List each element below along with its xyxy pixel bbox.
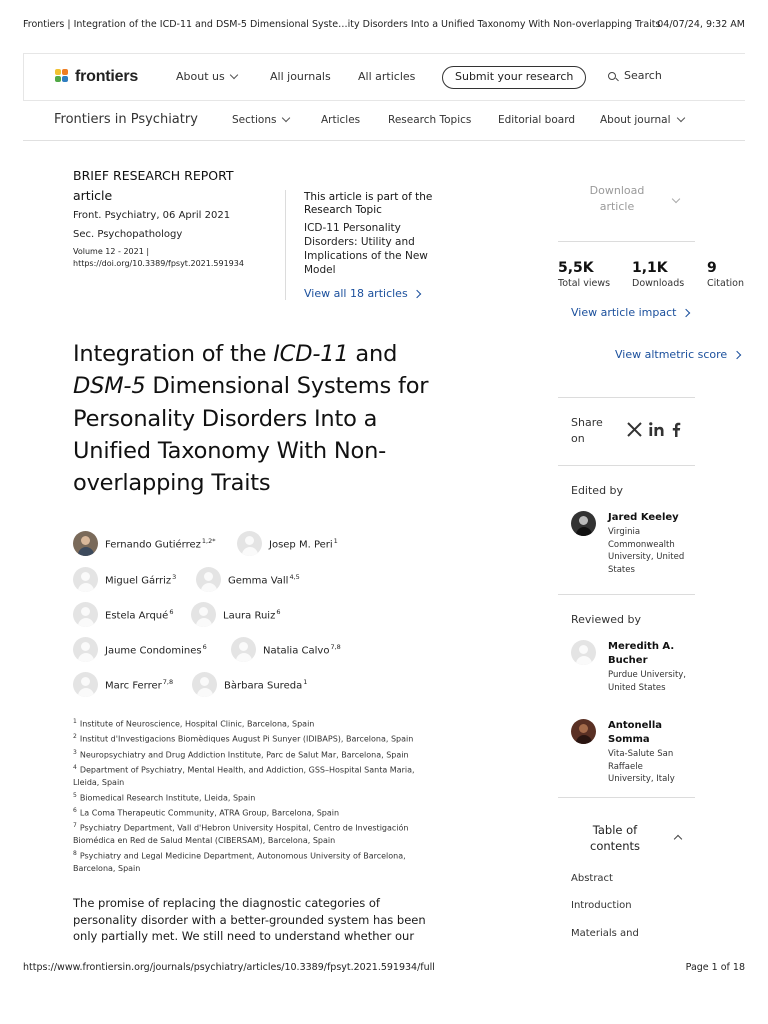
- reviewer-affiliation: Purdue University, United States: [608, 670, 687, 693]
- affiliation-text: Psychiatry and Legal Medicine Department, Autonomous University of Barcelona, Barcelona, Spain: [73, 851, 406, 874]
- reviewer-avatar: [571, 719, 596, 744]
- author-avatar: [73, 672, 98, 697]
- affiliations-list: [73, 716, 435, 876]
- author-affil-sup: 3: [172, 572, 177, 581]
- affiliation-text: La Coma Therapeutic Community, ATRA Group, Barcelona, Spain: [79, 808, 340, 818]
- journal-nav-articles[interactable]: [321, 114, 360, 126]
- affiliation-text: Biomedical Research Institute, Lleida, Spain: [79, 793, 256, 803]
- author-affil-sup: 7,8: [162, 677, 174, 686]
- author-affil-sup: 1: [333, 536, 338, 545]
- x-twitter-icon[interactable]: [626, 421, 643, 438]
- author-avatar: [73, 602, 98, 627]
- edited-by-heading: Edited by: [571, 484, 624, 497]
- research-topics-label: Research Topics: [388, 114, 472, 126]
- sidebar-divider: [558, 241, 695, 242]
- affiliation-number: 2: [73, 733, 77, 741]
- print-url: https://www.frontiersin.org/journals/psychiatry/articles/10.3389/fpsyt.2021.591934/full: [23, 962, 435, 973]
- affiliation-item: [73, 716, 435, 731]
- author-item[interactable]: [231, 637, 341, 662]
- journal-title[interactable]: Frontiers in Psychiatry: [54, 112, 198, 127]
- abstract-paragraph: The promise of replacing the diagnostic categories of personality disorder with a better-grounded system has been only partially met. We still need to understand whether our: [73, 896, 426, 943]
- search-label: Search: [624, 69, 662, 82]
- affiliation-number: 8: [73, 849, 77, 857]
- print-page-number: Page 1 of 18: [685, 962, 745, 973]
- nav-all-articles-label: All articles: [358, 70, 416, 83]
- toc-item-introduction[interactable]: Introduction: [571, 900, 632, 911]
- download-article-label: Download article: [589, 184, 645, 213]
- metric-value: 1,1K: [632, 260, 668, 276]
- about-journal-label: About journal: [600, 114, 671, 126]
- share-label: Share on: [571, 416, 603, 445]
- sidebar-divider: [558, 397, 695, 398]
- frontiers-logo-icon: [55, 69, 71, 85]
- author-affil-sup: 1,2*: [201, 536, 216, 545]
- affiliation-text: Psychiatry Department, Vall d'Hebron University Hospital, Centro de Investigación Biomédica en Red de Salud Mental (CIBERSAM), Barcelona, Spain: [73, 823, 409, 846]
- reviewer-name: Meredith A. Bucher: [608, 641, 675, 666]
- submit-research-button[interactable]: Submit your research: [442, 66, 586, 89]
- metric-label: Citation: [707, 278, 745, 289]
- title-part: Integration of the: [73, 341, 274, 367]
- title-italic: DSM-5: [73, 373, 146, 400]
- article-type-line2: article: [73, 188, 113, 203]
- author-name: [228, 573, 300, 586]
- affiliation-text: Neuropsychiatry and Drug Addiction Institute, Parc de Salut Mar, Barcelona, Spain: [79, 750, 409, 760]
- journal-date: Front. Psychiatry, 06 April 2021: [73, 210, 231, 221]
- author-name: [105, 678, 173, 691]
- author-name-text: Natalia Calvo: [263, 645, 330, 657]
- metric-value: 5,5K: [558, 260, 594, 276]
- author-affil-sup: 1: [303, 677, 308, 686]
- journal-nav-research-topics[interactable]: [388, 114, 471, 126]
- author-name-text: Gemma Vall: [228, 575, 289, 587]
- metric-downloads: [632, 260, 684, 289]
- chevron-down-icon: [282, 114, 290, 122]
- nav-about-us[interactable]: [176, 70, 237, 83]
- view-all-articles-link[interactable]: [304, 287, 420, 300]
- affiliation-text: Institute of Neuroscience, Hospital Clinic, Barcelona, Spain: [79, 719, 315, 729]
- author-name: [105, 573, 176, 586]
- article-type: [73, 166, 234, 206]
- author-name: [269, 537, 338, 550]
- author-item[interactable]: [73, 672, 173, 697]
- toc-item-materials[interactable]: Materials and: [571, 928, 639, 939]
- author-name-text: Marc Ferrer: [105, 680, 162, 692]
- affiliation-text: Department of Psychiatry, Mental Health, and Addiction, GSS–Hospital Santa Maria, Lleida, Spain: [73, 765, 415, 787]
- nav-all-articles[interactable]: [358, 70, 415, 83]
- affiliation-item: [73, 848, 435, 876]
- view-impact-label: View article impact: [571, 306, 677, 319]
- research-topic-name[interactable]: ICD-11 Personality Disorders: Utility and Implications of the New Model: [304, 222, 428, 276]
- author-avatar: [231, 637, 256, 662]
- title-part: Dimensional Systems for Personality Disorders Into a Unified Taxonomy With Non-overlapping Traits: [73, 373, 429, 497]
- metric-label: Total views: [558, 278, 611, 289]
- reviewer-name: Antonella Somma: [608, 720, 663, 745]
- frontiers-logo[interactable]: [55, 68, 138, 86]
- nav-all-journals[interactable]: [270, 70, 331, 83]
- metric-value: 9: [707, 260, 717, 276]
- author-affil-sup: 6: [202, 642, 207, 651]
- chevron-down-icon: [229, 70, 237, 78]
- author-item[interactable]: [237, 531, 338, 556]
- author-avatar: [192, 672, 217, 697]
- metric-label: Downloads: [632, 278, 685, 289]
- table-of-contents-toggle[interactable]: Table of contents: [590, 823, 641, 853]
- sidebar-divider: [558, 594, 695, 595]
- print-page-title: Frontiers | Integration of the ICD-11 and DSM-5 Dimensional Syste…ity Disorders Into a Unified Taxonomy With Non-overlapping Traits: [23, 19, 661, 30]
- author-item[interactable]: [191, 602, 280, 627]
- reviewer-affiliation: Vita-Salute San Raffaele University, Italy: [608, 749, 675, 785]
- editor-avatar: [571, 511, 596, 536]
- author-item[interactable]: [196, 567, 300, 592]
- author-item[interactable]: [73, 567, 176, 592]
- facebook-icon[interactable]: [670, 421, 682, 438]
- journal-nav-editorial-board[interactable]: [498, 114, 575, 126]
- view-all-articles-label: View all 18 articles: [304, 287, 408, 300]
- search-button[interactable]: [608, 69, 662, 82]
- articles-label: Articles: [321, 114, 361, 126]
- metric-citations: [707, 260, 744, 289]
- editor-name: Jared Keeley: [608, 512, 679, 523]
- author-item[interactable]: [73, 602, 173, 627]
- sections-label: Sections: [232, 114, 277, 126]
- author-avatar: [237, 531, 262, 556]
- chevron-right-icon: [412, 289, 420, 297]
- affiliation-number: 1: [73, 718, 77, 725]
- author-name: [105, 643, 207, 656]
- view-altmetric-label: View altmetric score: [615, 348, 728, 361]
- chevron-right-icon: [733, 350, 741, 358]
- logo-text: frontiers: [75, 68, 139, 85]
- title-italic: ICD-11: [273, 341, 349, 367]
- affiliation-number: 5: [73, 791, 77, 799]
- author-affil-sup: 7,8: [330, 642, 341, 651]
- share-icons: [626, 421, 682, 438]
- chevron-down-icon: [676, 114, 684, 122]
- chevron-down-icon: [672, 195, 680, 203]
- author-avatar: [191, 602, 216, 627]
- print-datetime: 04/07/24, 9:32 AM: [657, 19, 745, 30]
- author-name-text: Josep M. Peri: [269, 539, 333, 551]
- affiliation-item: [73, 820, 435, 848]
- view-article-impact-link[interactable]: [571, 306, 689, 319]
- affiliation-item: [73, 731, 435, 746]
- author-name: [224, 678, 307, 691]
- linkedin-icon[interactable]: [648, 421, 665, 438]
- author-item[interactable]: [73, 531, 216, 556]
- author-name-text: Miguel Gárriz: [105, 575, 172, 587]
- journal-nav-sections[interactable]: [232, 114, 289, 126]
- affiliation-number: 6: [73, 806, 77, 814]
- affiliation-number: 3: [73, 748, 77, 756]
- affiliation-text: Institut d'Investigacions Biomèdiques August Pi Sunyer (IDIBAPS), Barcelona, Spain: [79, 734, 414, 744]
- author-name-text: Estela Arqué: [105, 610, 169, 622]
- chevron-right-icon: [682, 308, 690, 316]
- author-avatar: [73, 567, 98, 592]
- author-name: [223, 608, 280, 621]
- author-name-text: Bàrbara Sureda: [224, 680, 303, 692]
- editor-affiliation: Virginia Commonwealth University, United States: [608, 527, 685, 575]
- article-section: Sec. Psychopathology: [73, 229, 183, 240]
- sidebar-divider: [558, 465, 695, 466]
- article-type-line1: BRIEF RESEARCH REPORT: [73, 168, 234, 183]
- research-topic-label: This article is part of the Research Topic: [304, 191, 433, 216]
- author-avatar: [73, 531, 98, 556]
- author-item[interactable]: [73, 637, 207, 662]
- research-topic-box: [304, 191, 434, 277]
- reviewer-avatar: [571, 640, 596, 665]
- author-name: [105, 608, 173, 621]
- site-top-nav: [23, 53, 745, 101]
- author-avatar: [196, 567, 221, 592]
- affiliation-item: [73, 790, 435, 805]
- search-icon: [608, 72, 616, 80]
- journal-nav-about-journal[interactable]: [600, 114, 684, 126]
- author-name-text: Jaume Condomines: [105, 645, 202, 657]
- view-altmetric-link[interactable]: [615, 348, 740, 361]
- author-name: [263, 643, 341, 656]
- print-header: [23, 19, 745, 33]
- journal-nav: [23, 101, 745, 141]
- metric-total-views: [558, 260, 610, 289]
- article-doi[interactable]: https://doi.org/10.3389/fpsyt.2021.591934: [73, 259, 244, 268]
- author-affil-sup: 4,5: [289, 572, 300, 581]
- nav-all-journals-label: All journals: [270, 70, 331, 83]
- editorial-board-label: Editorial board: [498, 114, 576, 126]
- author-affil-sup: 6: [276, 607, 281, 616]
- article-volume: Volume 12 - 2021 |: [73, 247, 150, 256]
- affiliation-number: 4: [73, 763, 77, 771]
- chevron-up-icon[interactable]: [674, 835, 682, 843]
- author-item[interactable]: [192, 672, 307, 697]
- reviewed-by-heading: Reviewed by: [571, 613, 641, 626]
- author-avatar: [73, 637, 98, 662]
- affiliation-item: [73, 747, 435, 762]
- affiliation-number: 7: [73, 822, 77, 830]
- affiliation-item: [73, 805, 435, 820]
- author-affil-sup: 6: [169, 607, 174, 616]
- header-divider: [285, 190, 286, 300]
- author-name-text: Fernando Gutiérrez: [105, 539, 201, 551]
- nav-about-us-label: About us: [176, 70, 225, 83]
- author-name: [105, 537, 216, 550]
- download-article-button[interactable]: [558, 183, 695, 223]
- article-title: [73, 338, 443, 499]
- title-part: and: [348, 341, 398, 367]
- affiliation-item: [73, 762, 435, 790]
- toc-item-abstract[interactable]: Abstract: [571, 873, 613, 884]
- author-name-text: Laura Ruiz: [223, 610, 276, 622]
- sidebar-divider: [558, 797, 695, 798]
